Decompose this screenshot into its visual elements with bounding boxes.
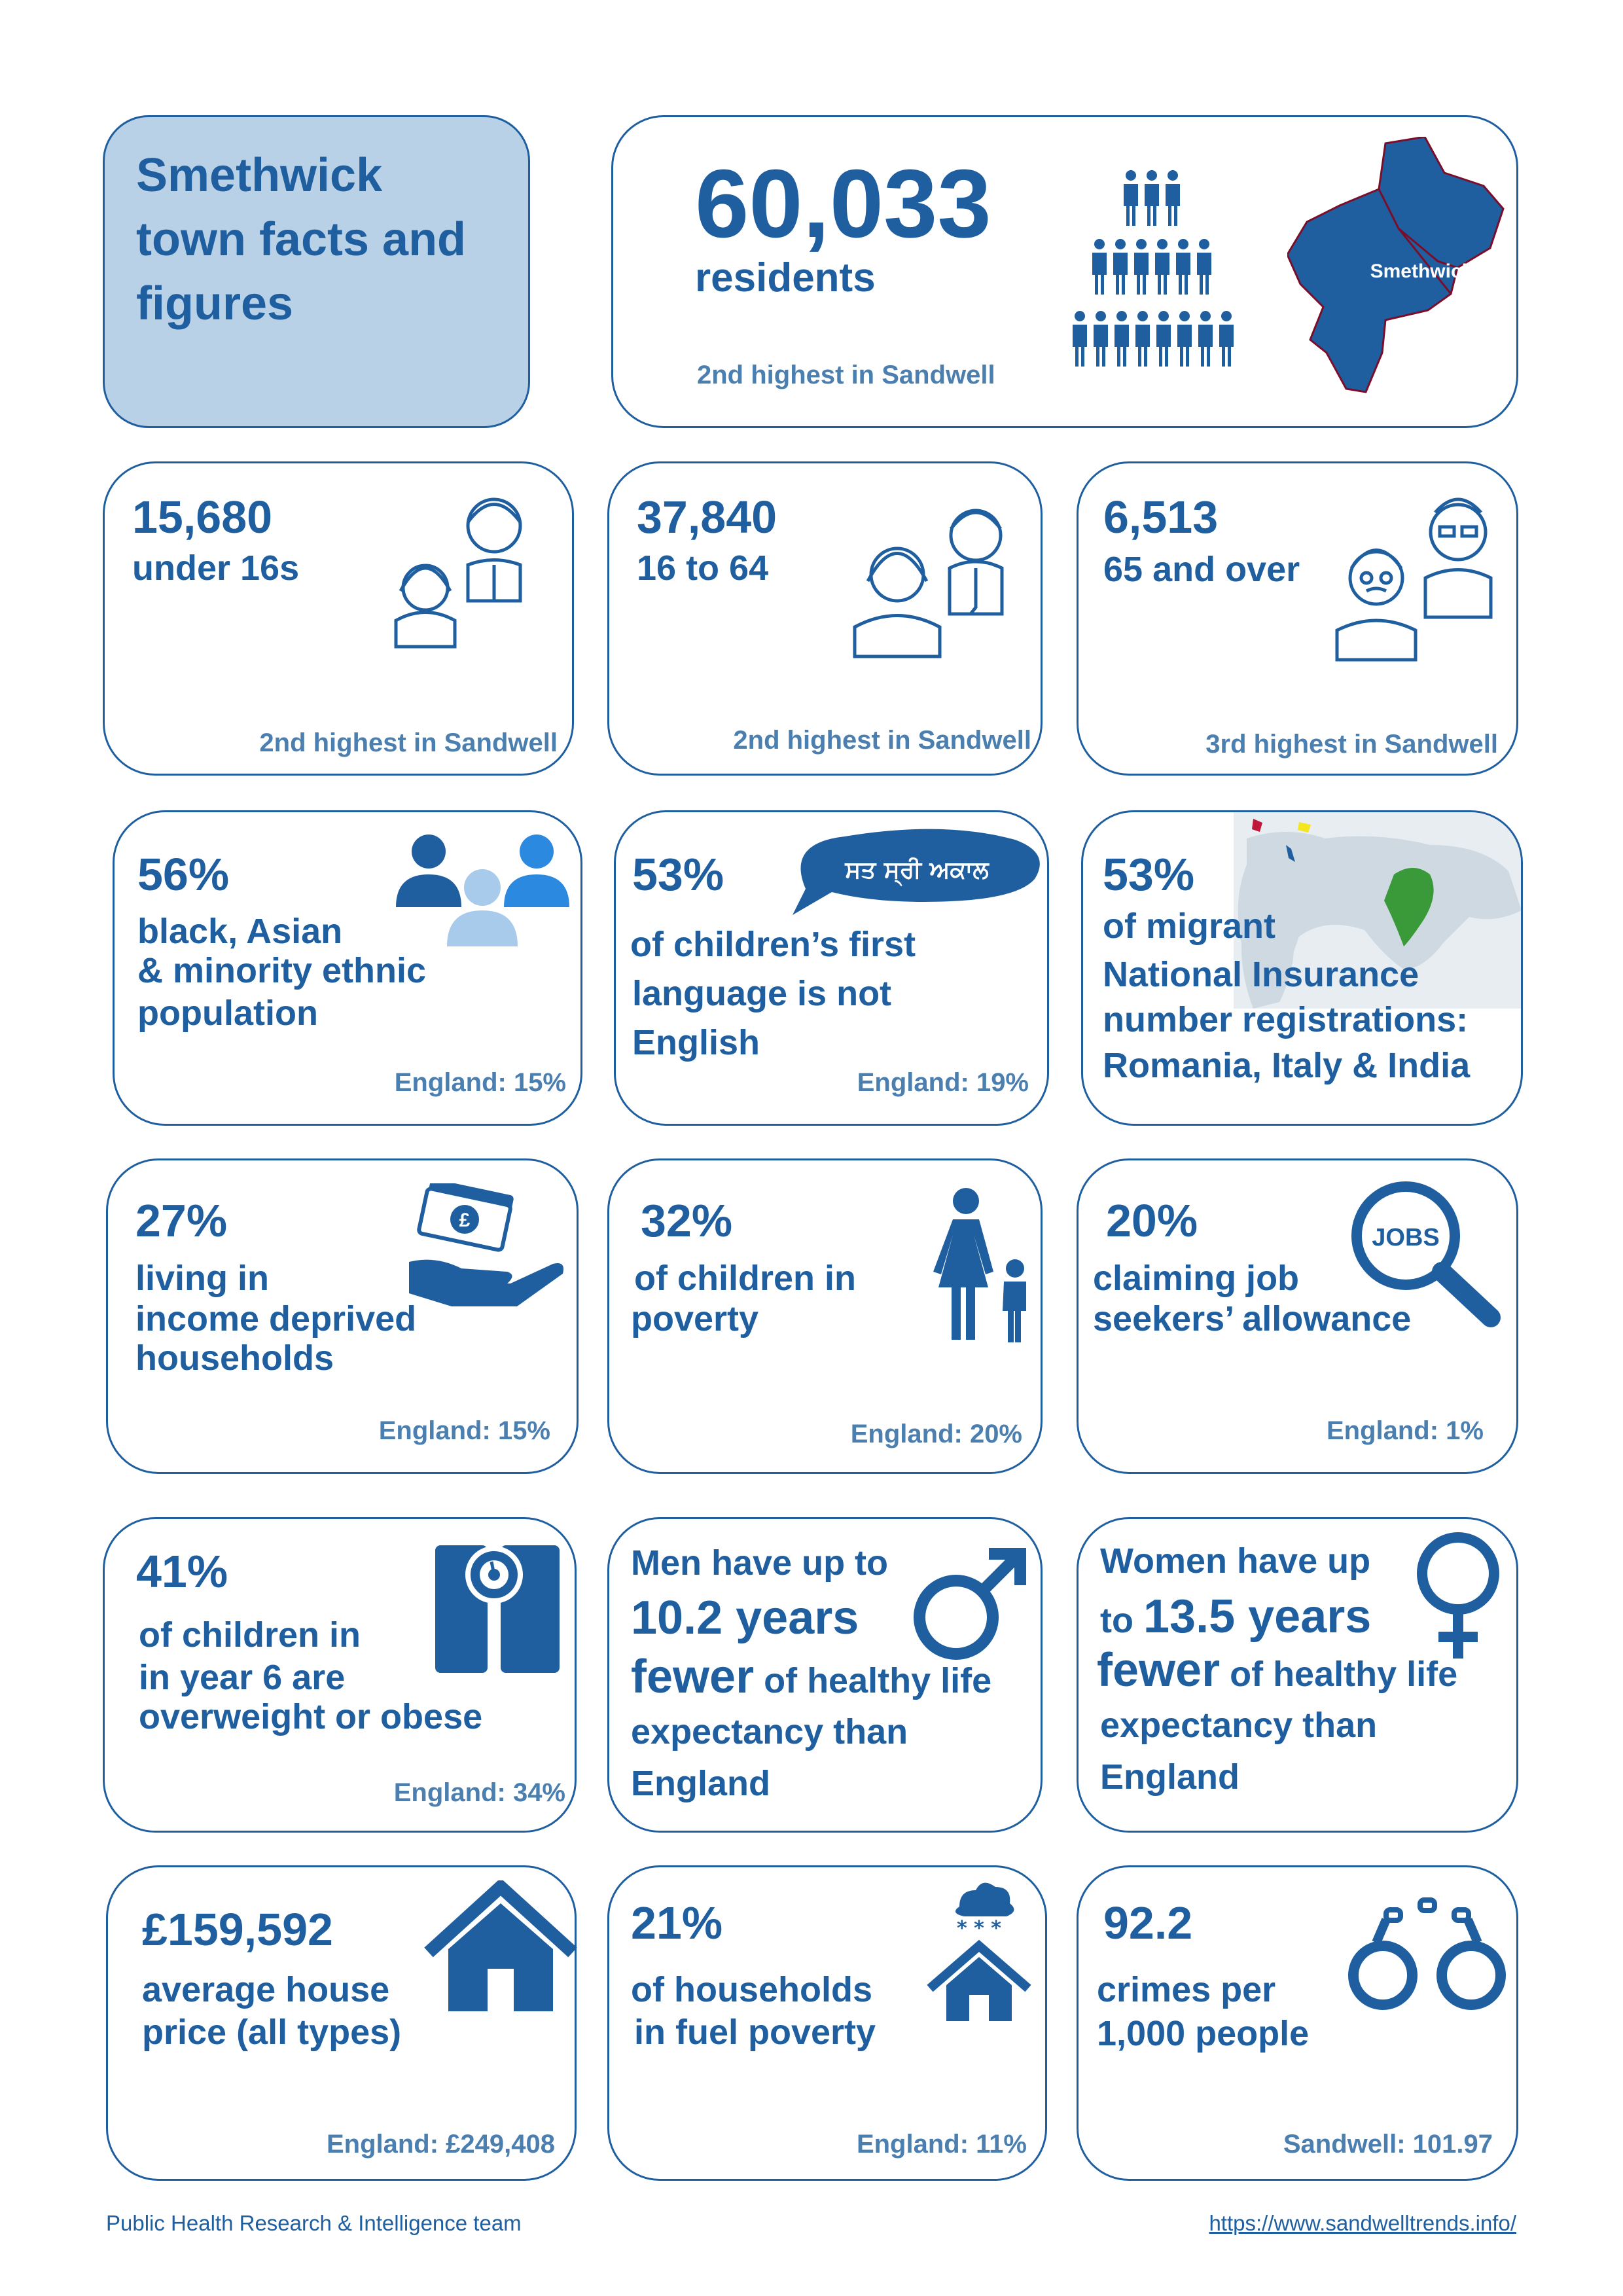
working-age-card — [607, 461, 1043, 776]
pound-symbol: £ — [459, 1210, 471, 1231]
ethnicity-card — [113, 810, 582, 1126]
fuel-value: 21% — [631, 1897, 723, 1948]
money-hand-icon — [409, 1183, 573, 1308]
fuel-card — [607, 1865, 1047, 2181]
child-poverty-line2: poverty — [631, 1299, 759, 1338]
ethnicity-line3: population — [137, 994, 318, 1033]
house-line2: price (all types) — [142, 2013, 402, 2052]
under16-value: 15,680 — [132, 492, 273, 543]
male-symbol-icon — [910, 1542, 1028, 1666]
crime-line2: 1,000 people — [1097, 2014, 1310, 2053]
migrant-line2: National Insurance — [1103, 955, 1419, 994]
smethwick-map-icon — [1287, 137, 1510, 399]
obesity-line3: overweight or obese — [139, 1697, 483, 1736]
income-line2: income deprived — [135, 1299, 417, 1338]
page-title: Smethwick town facts and figures — [136, 149, 467, 330]
jobseekers-value: 20% — [1106, 1195, 1198, 1246]
women-line4: expectancy than — [1100, 1706, 1378, 1745]
svg-text:* * *: * * * — [957, 1917, 1001, 1940]
men-years: 10.2 years — [631, 1592, 859, 1644]
migrant-line1: of migrant — [1103, 906, 1275, 946]
migrant-line4: Romania, Italy & India — [1103, 1046, 1471, 1085]
obesity-compare: England: 34% — [393, 1778, 565, 1807]
population-rank: 2nd highest in Sandwell — [697, 361, 995, 389]
children-icon — [386, 486, 543, 656]
women-card — [1077, 1517, 1518, 1833]
obesity-card — [103, 1517, 577, 1833]
jobseekers-line1: claiming job — [1093, 1259, 1300, 1298]
fuel-line1: of households — [631, 1970, 872, 2009]
migrant-value: 53% — [1103, 849, 1195, 900]
working-age-label: 16 to 64 — [637, 548, 769, 588]
female-symbol-icon — [1409, 1531, 1507, 1662]
crime-line1: crimes per — [1097, 1970, 1276, 2009]
scales-icon — [435, 1545, 560, 1673]
women-years: 13.5 years — [1143, 1590, 1372, 1643]
women-line5: England — [1100, 1757, 1240, 1797]
women-fewer: fewer — [1097, 1644, 1221, 1696]
house-card — [106, 1865, 577, 2181]
older-people-icon — [1327, 486, 1510, 663]
population-value: 60,033 — [695, 150, 991, 258]
crime-compare: Sandwell: 101.97 — [1283, 2130, 1493, 2159]
crowd-icon — [1071, 170, 1261, 379]
cold-house-icon — [923, 1877, 1035, 2021]
child-poverty-line1: of children in — [634, 1259, 857, 1298]
obesity-line2: in year 6 are — [139, 1658, 346, 1697]
men-line4: expectancy than — [631, 1712, 908, 1751]
jobseekers-card — [1077, 1158, 1518, 1474]
group-people-icon — [396, 832, 573, 950]
child-poverty-value: 32% — [641, 1195, 733, 1246]
women-line3-rest: of healthy life — [1220, 1655, 1458, 1694]
ethnicity-line1: black, Asian — [137, 912, 343, 951]
jobseekers-line2: seekers’ allowance — [1093, 1299, 1412, 1338]
men-card — [607, 1517, 1043, 1833]
obesity-value: 41% — [136, 1546, 228, 1597]
child-poverty-compare: England: 20% — [850, 1420, 1022, 1448]
over65-value: 6,513 — [1103, 492, 1219, 543]
population-label: residents — [695, 255, 876, 300]
fuel-line2: in fuel poverty — [634, 2013, 876, 2052]
income-line1: living in — [135, 1259, 270, 1298]
bubble-text: ਸਤ ਸ੍ਰੀ ਅਕਾਲ — [845, 857, 989, 884]
income-card — [106, 1158, 579, 1474]
language-line1: of children’s first — [630, 925, 916, 964]
income-line3: households — [135, 1338, 334, 1378]
population-card — [611, 115, 1518, 428]
map-label: Smethwick — [1370, 260, 1473, 282]
over65-label: 65 and over — [1103, 550, 1300, 589]
language-line3: English — [632, 1023, 760, 1062]
adults-icon — [845, 490, 1028, 660]
child-poverty-card — [607, 1158, 1043, 1474]
men-line5: England — [631, 1764, 770, 1803]
obesity-line1: of children in — [139, 1615, 361, 1655]
over65-rank: 3rd highest in Sandwell — [1205, 730, 1498, 759]
working-age-value: 37,840 — [637, 492, 777, 543]
under16-label: under 16s — [132, 548, 300, 588]
ethnicity-compare: England: 15% — [394, 1068, 566, 1097]
jobseekers-compare: England: 1% — [1326, 1416, 1484, 1445]
house-compare: England: £249,408 — [326, 2130, 555, 2159]
language-line2: language is not — [632, 974, 892, 1013]
title-card — [103, 115, 530, 428]
house-line1: average house — [142, 1970, 390, 2009]
migrant-line3: number registrations: — [1103, 1000, 1469, 1039]
footer-link[interactable]: https://www.sandwelltrends.info/ — [1209, 2211, 1516, 2235]
women-line2 — [1100, 1590, 1371, 1643]
fuel-compare: England: 11% — [856, 2130, 1027, 2159]
house-icon — [422, 1880, 579, 2015]
ethnicity-line2: & minority ethnic — [137, 951, 427, 990]
migrant-card — [1081, 810, 1523, 1126]
working-age-rank: 2nd highest in Sandwell — [733, 726, 1031, 755]
language-value: 53% — [632, 849, 724, 900]
under16-card — [103, 461, 574, 776]
women-line1: Women have up — [1100, 1541, 1371, 1581]
women-line3 — [1097, 1643, 1457, 1697]
jobs-text: JOBS — [1372, 1224, 1440, 1251]
language-card — [614, 810, 1049, 1126]
men-fewer: fewer — [631, 1651, 755, 1703]
under16-rank: 2nd highest in Sandwell — [259, 728, 558, 757]
footer-team: Public Health Research & Intelligence team — [106, 2211, 522, 2235]
men-line3-rest: of healthy life — [754, 1661, 992, 1700]
speech-bubble-icon — [786, 827, 1048, 925]
over65-card — [1077, 461, 1518, 776]
crime-value: 92.2 — [1103, 1897, 1193, 1948]
income-compare: England: 15% — [378, 1416, 550, 1445]
mother-child-icon — [933, 1187, 1038, 1344]
handcuffs-icon — [1347, 1880, 1510, 2018]
crime-card — [1077, 1865, 1518, 2181]
women-line2-pre: to — [1100, 1601, 1143, 1640]
income-value: 27% — [135, 1195, 228, 1246]
ethnicity-value: 56% — [137, 849, 230, 900]
language-compare: England: 19% — [857, 1068, 1029, 1097]
house-value: £159,592 — [142, 1904, 333, 1955]
magnifier-jobs-icon — [1347, 1177, 1510, 1327]
men-line1: Men have up to — [631, 1543, 889, 1583]
